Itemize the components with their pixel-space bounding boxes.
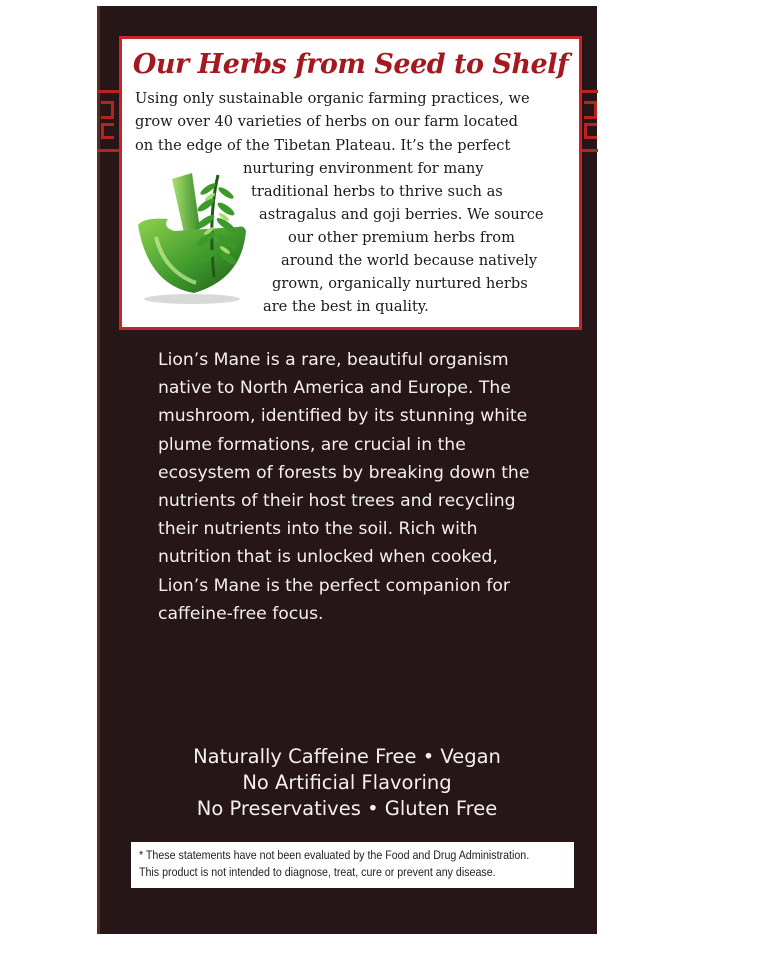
herb-line: around the world because natively: [281, 252, 538, 269]
description-line: Lion’s Mane is a rare, beautiful organism: [158, 350, 509, 370]
herb-line: our other premium herbs from: [288, 229, 515, 246]
description-line: caffeine-free focus.: [158, 603, 324, 624]
herb-line: are the best in quality.: [263, 298, 429, 315]
herb-line: Using only sustainable organic farming practices, we: [135, 90, 530, 107]
fda-disclaimer: [131, 842, 574, 888]
feature-line: No Preservatives • Gluten Free: [196, 797, 498, 820]
description-line: nutrients of their host trees and recycling: [158, 491, 516, 512]
mortar-and-pestle-with-herb-icon: [134, 167, 254, 307]
description-line: nutrition that is unlocked when cooked,: [158, 547, 498, 568]
herb-line: grown, organically nurtured herbs: [272, 275, 528, 292]
description-line: ecosystem of forests by breaking down the: [158, 462, 530, 483]
disclaimer-line: * These statements have not been evaluated by the Food and Drug Administration.: [139, 848, 530, 862]
description-line: their nutrients into the soil. Rich with: [158, 519, 478, 540]
herb-line: grow over 40 varieties of herbs on our farm located: [135, 113, 518, 131]
description-line: plume formations, are crucial in the: [158, 434, 466, 455]
description-line: Lion’s Mane is the perfect companion for: [158, 575, 510, 596]
key-pattern-right-ornament: [580, 90, 598, 152]
disclaimer-line: This product is not intended to diagnose, treat, cure or prevent any disease.: [139, 865, 496, 879]
feature-line: Naturally Caffeine Free • Vegan: [193, 745, 501, 768]
herbs-info-box: [119, 36, 582, 330]
description-line: mushroom, identified by its stunning white: [158, 406, 528, 427]
herb-line: traditional herbs to thrive such as: [251, 183, 503, 200]
product-features: [97, 744, 597, 822]
herb-line: nurturing environment for many: [243, 160, 484, 177]
lions-mane-description: [158, 346, 529, 628]
feature-line: No Artificial Flavoring: [242, 771, 452, 794]
herb-box-title: Our Herbs from Seed to Shelf: [132, 49, 569, 80]
herb-line: astragalus and goji berries. We source: [259, 206, 544, 223]
herb-line: on the edge of the Tibetan Plateau. It’s the perfect: [135, 136, 511, 154]
key-pattern-left-ornament: [97, 90, 119, 152]
herb-box-text: [135, 87, 530, 157]
description-line: native to North America and Europe. The: [158, 378, 511, 399]
